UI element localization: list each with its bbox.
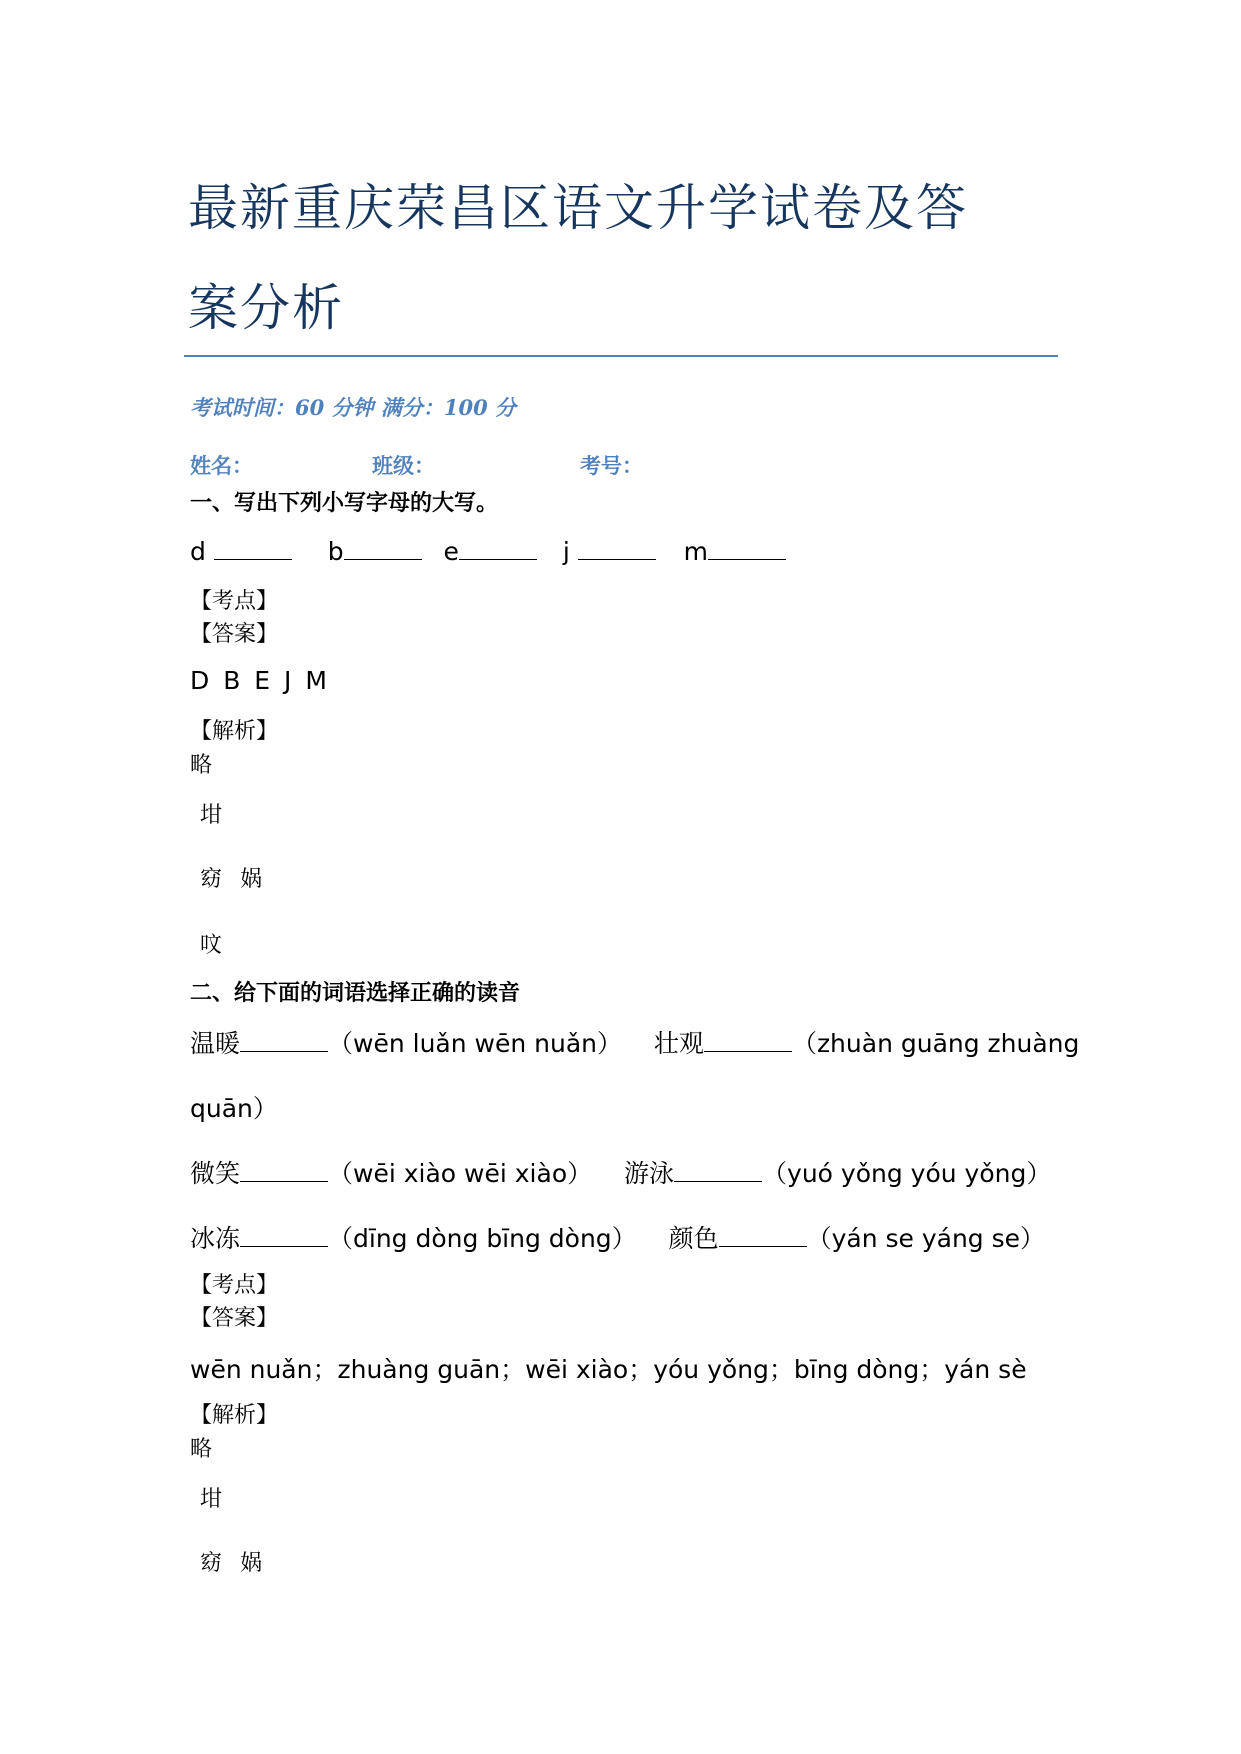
letter-b: b	[327, 537, 344, 566]
q2-glyph-1: 坩	[200, 1487, 223, 1512]
title-divider	[184, 355, 1058, 357]
q2-word: 温暖	[190, 1029, 241, 1058]
q2-analysis-label: 【解析】	[190, 1403, 279, 1428]
q2-word: 游泳	[624, 1159, 675, 1188]
q2-options: （yán se yáng se）	[806, 1224, 1046, 1253]
exam-number-label: 考号：	[580, 454, 643, 478]
answer-blank	[214, 537, 292, 560]
q2-kaodian-label: 【考点】	[190, 1273, 279, 1298]
class-label: 班级：	[372, 454, 435, 478]
q2-word: 冰冻	[190, 1224, 241, 1253]
letter-j: j	[562, 537, 570, 566]
q2-options: （dīng dòng bīng dòng）	[328, 1224, 637, 1253]
q1-analysis-text: 略	[190, 753, 213, 778]
answer-blank	[674, 1159, 762, 1182]
answer-blank	[344, 537, 422, 560]
q2-answer-label: 【答案】	[190, 1306, 279, 1331]
letter-m: m	[683, 537, 708, 566]
q2-row-1	[190, 1024, 1079, 1060]
document-title-line-1: 最新重庆荣昌区语文升学试卷及答	[188, 179, 968, 237]
q2-glyph-2b: 娲	[240, 1551, 263, 1576]
q2-options: （zhuàn guāng zhuàng	[791, 1029, 1080, 1058]
letter-e: e	[443, 537, 459, 566]
q2-row-2	[190, 1154, 1051, 1190]
answer-blank	[708, 537, 786, 560]
q2-options: （wēn luǎn wēn nuǎn）	[328, 1029, 623, 1058]
answer-blank	[578, 537, 656, 560]
q2-analysis-text: 略	[190, 1437, 213, 1462]
answer-blank	[240, 1159, 328, 1182]
answer-blank	[240, 1029, 328, 1052]
question-2-heading: 二、给下面的词语选择正确的读音	[190, 981, 521, 1006]
q1-glyph-1: 坩	[200, 803, 223, 828]
q2-row-1-continuation: quān）	[190, 1094, 278, 1123]
q1-answer: D B E J M	[190, 666, 327, 695]
q2-word: 壮观	[653, 1029, 704, 1058]
q1-answer-label: 【答案】	[190, 622, 279, 647]
q1-analysis-label: 【解析】	[190, 719, 279, 744]
q2-glyph-2a: 窈	[200, 1551, 223, 1576]
q2-answer: wēn nuǎn；zhuàng guān；wēi xiào；yóu yǒng；bīng dòng；yán sè	[190, 1355, 1027, 1384]
answer-blank	[240, 1224, 328, 1247]
q1-glyph-2b: 娲	[240, 867, 263, 892]
answer-blank	[704, 1029, 792, 1052]
q1-glyph-3: 呅	[200, 933, 223, 958]
q2-options: （yuó yǒng yóu yǒng）	[762, 1159, 1052, 1188]
document-title-line-2: 案分析	[188, 279, 344, 337]
exam-meta: 考试时间：60 分钟 满分：100 分	[190, 395, 516, 420]
name-label: 姓名：	[190, 454, 253, 478]
letter-d: d	[190, 537, 206, 566]
q2-options: （wēi xiào wēi xiào）	[328, 1159, 593, 1188]
answer-blank	[719, 1224, 807, 1247]
q2-row-3	[190, 1219, 1045, 1255]
question-1-letters	[190, 537, 786, 566]
q1-glyph-2a: 窈	[200, 867, 223, 892]
answer-blank	[459, 537, 537, 560]
q1-kaodian-label: 【考点】	[190, 589, 279, 614]
q2-word: 微笑	[190, 1159, 241, 1188]
question-1-heading: 一、写出下列小写字母的大写。	[190, 491, 499, 516]
q2-word: 颜色	[668, 1224, 719, 1253]
